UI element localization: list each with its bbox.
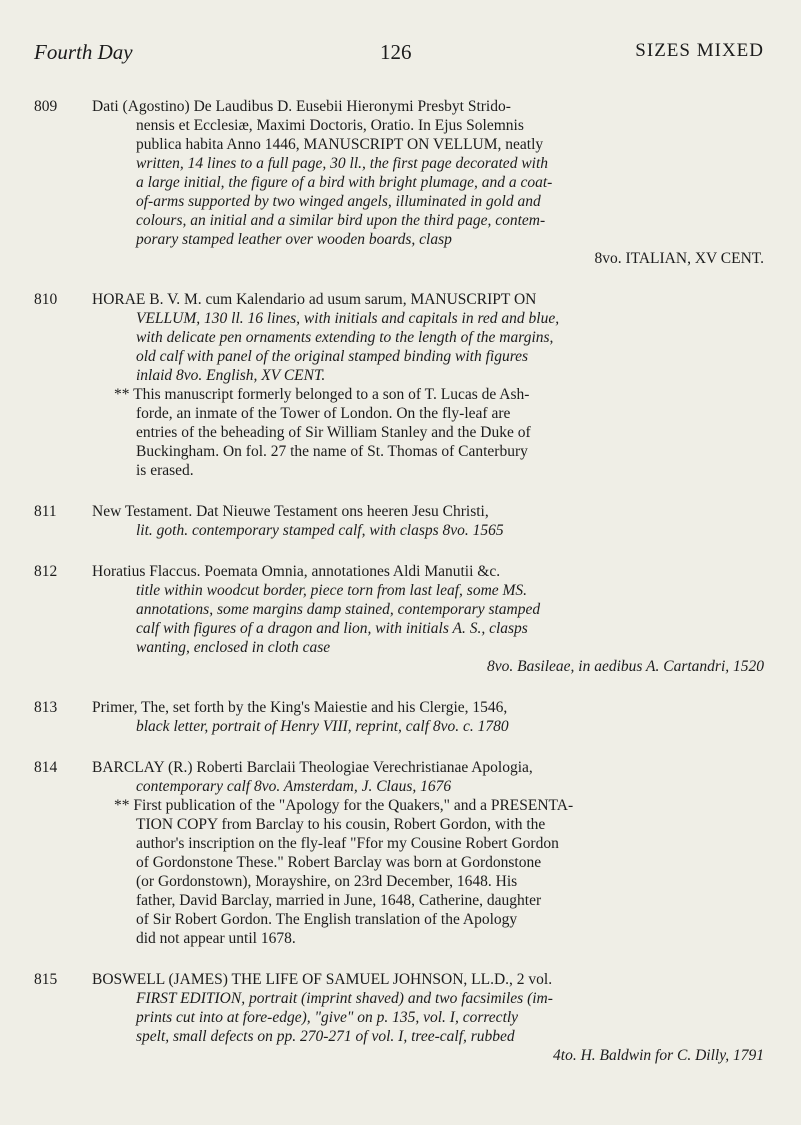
lot-note-line: TION COPY from Barclay to his cousin, Robert Gordon, with the — [136, 816, 546, 833]
lot-line: of-arms supported by two winged angels, illuminated in gold and — [136, 193, 541, 210]
lot-note-line: Buckingham. On fol. 27 the name of St. Thomas of Canterbury — [136, 443, 528, 460]
lot-line: black letter, portrait of Henry VIII, reprint, calf 8vo. c. 1780 — [136, 718, 509, 735]
header-section: SIZES MIXED — [635, 40, 764, 61]
lot-note-line: is erased. — [136, 462, 194, 479]
lot-line: 4to. H. Baldwin for C. Dilly, 1791 — [553, 1047, 764, 1064]
lot-line: publica habita Anno 1446, MANUSCRIPT ON VELLUM, neatly — [136, 136, 544, 153]
lot-line: prints cut into at fore-edge), "give" on p. 135, vol. I, correctly — [136, 1009, 519, 1026]
lot-line: FIRST EDITION, portrait (imprint shaved) and two facsimiles (im- — [136, 990, 553, 1007]
lot-line: 8vo. Basileae, in aedibus A. Cartandri, 1520 — [487, 658, 764, 675]
lot-note-line: of Gordonstone These." Robert Barclay was born at Gordonstone — [136, 854, 542, 871]
lot-line: inlaid 8vo. English, XV CENT. — [136, 367, 326, 384]
lot-line: lit. goth. contemporary stamped calf, with clasps 8vo. 1565 — [136, 522, 504, 539]
lot-description — [92, 562, 764, 676]
lot-description — [92, 970, 764, 1065]
lot-note-line: forde, an inmate of the Tower of London. On the fly-leaf are — [136, 405, 511, 422]
lot-line: porary stamped leather over wooden boards, clasp — [136, 231, 452, 248]
page-number: 126 — [380, 40, 412, 64]
lot-line: VELLUM, 130 ll. 16 lines, with initials and capitals in red and blue, — [136, 310, 560, 327]
lot-number: 813 — [34, 699, 58, 716]
lot-number: 810 — [34, 291, 58, 308]
lot-description — [92, 698, 764, 736]
lot-description — [92, 97, 764, 268]
lot-line: written, 14 lines to a full page, 30 ll., the first page decorated with — [136, 155, 549, 172]
lot-note-line: author's inscription on the fly-leaf "Ffor my Cousine Robert Gordon — [136, 835, 559, 852]
lot-number: 809 — [34, 98, 58, 115]
lot-line: contemporary calf 8vo. Amsterdam, J. Claus, 1676 — [136, 778, 452, 795]
lot-line: New Testament. Dat Nieuwe Testament ons heeren Jesu Christi, — [92, 503, 489, 520]
lot-line: nensis et Ecclesiæ, Maximi Doctoris, Oratio. In Ejus Solemnis — [136, 117, 524, 134]
lot-note-line: ** First publication of the "Apology for the Quakers," and a PRESENTA- — [114, 797, 574, 814]
lot-description — [92, 290, 764, 480]
lot-line: BOSWELL (JAMES) THE LIFE OF SAMUEL JOHNSON, LL.D., 2 vol. — [92, 971, 553, 988]
lot-line: Primer, The, set forth by the King's Maiestie and his Clergie, 1546, — [92, 699, 508, 716]
lot-line: old calf with panel of the original stamped binding with figures — [136, 348, 529, 365]
lot-line: spelt, small defects on pp. 270-271 of vol. I, tree-calf, rubbed — [136, 1028, 515, 1045]
lot-description — [92, 758, 764, 948]
lot-line: HORAE B. V. M. cum Kalendario ad usum sarum, MANUSCRIPT ON — [92, 291, 537, 308]
lot-number: 814 — [34, 759, 58, 776]
lot-note-line: did not appear until 1678. — [136, 930, 296, 947]
lot-line: 8vo. ITALIAN, XV CENT. — [594, 250, 764, 267]
lot-line: colours, an initial and a similar bird upon the third page, contem- — [136, 212, 546, 229]
lot-note-line: of Sir Robert Gordon. The English translation of the Apology — [136, 911, 518, 928]
lot-line: a large initial, the figure of a bird with bright plumage, and a coat- — [136, 174, 553, 191]
lot-description — [92, 502, 764, 540]
lot-line: Dati (Agostino) De Laudibus D. Eusebii Hieronymi Presbyt Strido- — [92, 98, 511, 115]
lot-number: 815 — [34, 971, 58, 988]
page-header — [34, 40, 764, 68]
lot-line: with delicate pen ornaments extending to the length of the margins, — [136, 329, 554, 346]
lot-line: calf with figures of a dragon and lion, with initials A. S., clasps — [136, 620, 528, 637]
lot-note-line: father, David Barclay, married in June, 1648, Catherine, daughter — [136, 892, 542, 909]
lot-number: 811 — [34, 503, 57, 520]
lot-note-line: entries of the beheading of Sir William Stanley and the Duke of — [136, 424, 531, 441]
lot-number: 812 — [34, 563, 58, 580]
lot-line: BARCLAY (R.) Roberti Barclaii Theologiae Verechristianae Apologia, — [92, 759, 533, 776]
lot-line: annotations, some margins damp stained, contemporary stamped — [136, 601, 541, 618]
lot-note-line: ** This manuscript formerly belonged to a son of T. Lucas de Ash- — [114, 386, 530, 403]
lot-line: wanting, enclosed in cloth case — [136, 639, 331, 656]
lot-note-line: (or Gordonstown), Morayshire, on 23rd December, 1648. His — [136, 873, 518, 890]
lot-line: Horatius Flaccus. Poemata Omnia, annotationes Aldi Manutii &c. — [92, 563, 501, 580]
lot-line: title within woodcut border, piece torn from last leaf, some MS. — [136, 582, 528, 599]
header-day: Fourth Day — [34, 40, 133, 64]
